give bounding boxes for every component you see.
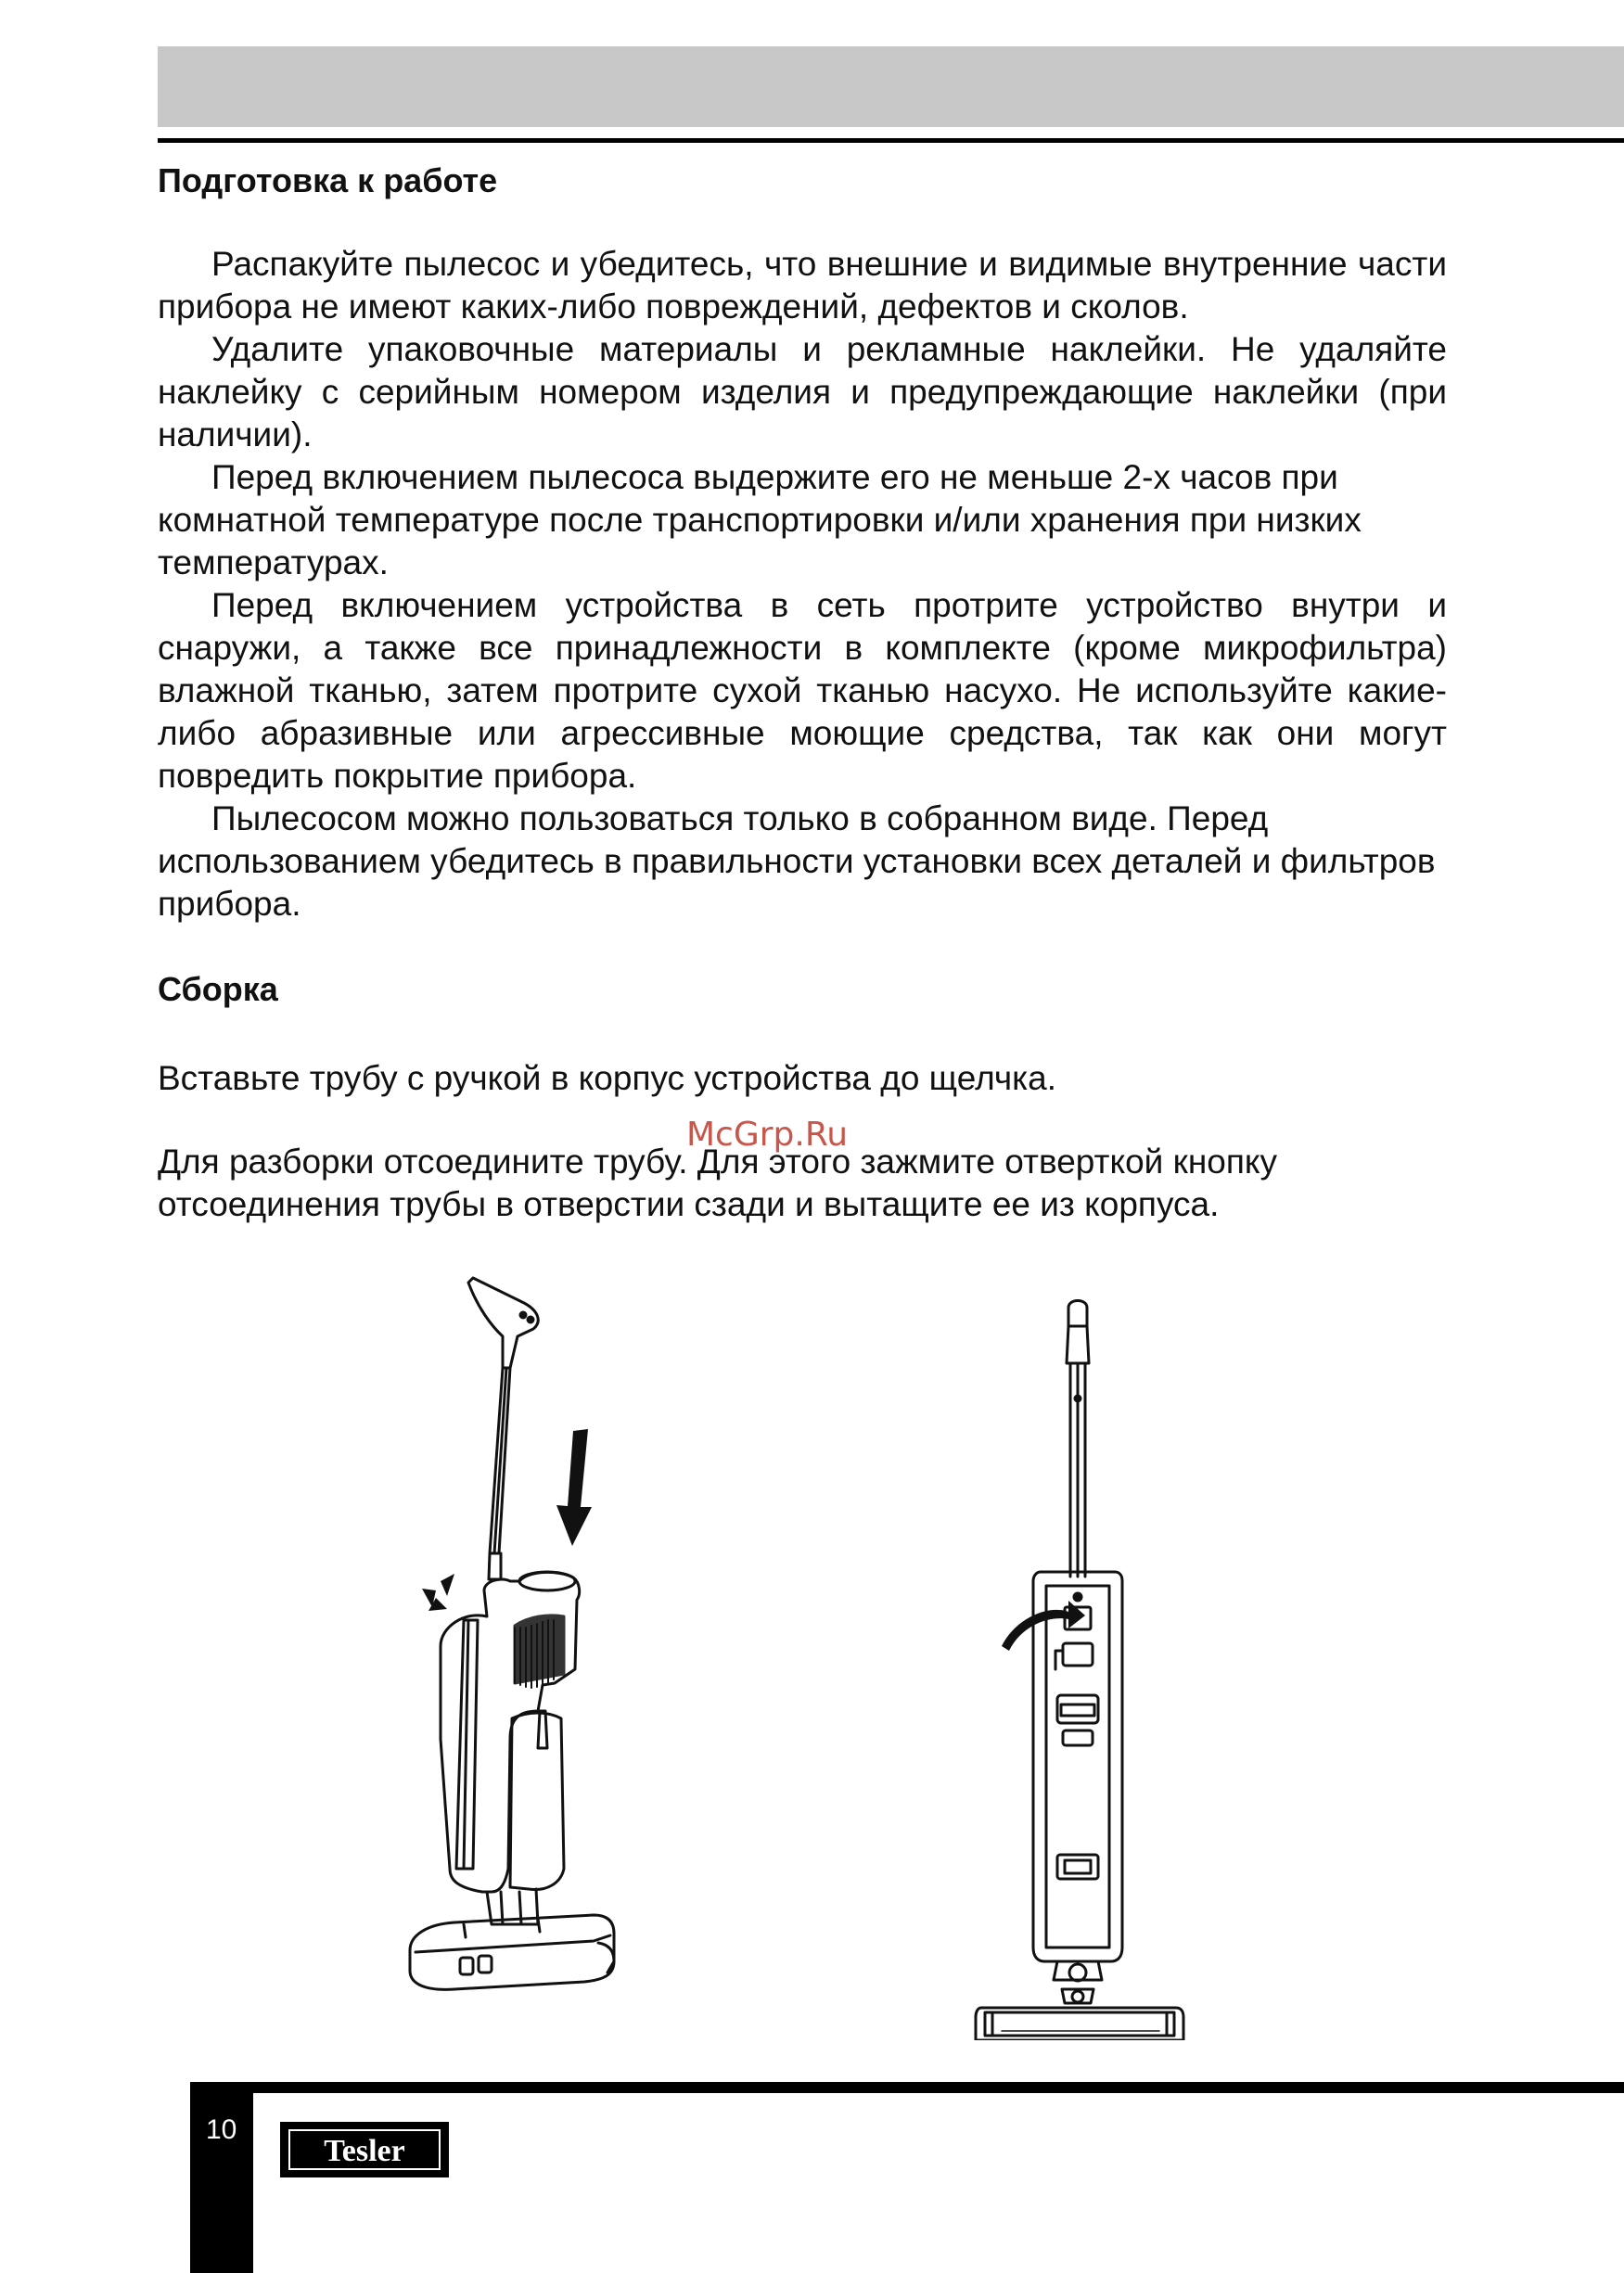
preparation-paragraph: Перед включением пылесоса выдержите его не меньше 2-х часов при комнатной температуре после транспортировки и/или хранения при низких температурах. (158, 458, 1362, 581)
insert-tube-illustration (399, 1275, 640, 2040)
preparation-paragraph: Удалите упаковочные материалы и рекламные наклейки. Не удаляйте наклейку с серийным номером изделия и предупреждающие наклейки (при наличии). (158, 330, 1447, 453)
preparation-text (158, 243, 1447, 926)
footer-rule (190, 2082, 1624, 2093)
assembly-step-insert: Вставьте трубу с ручкой в корпус устройства до щелчка. (158, 1059, 1056, 1097)
page-number: 10 (206, 2114, 237, 2145)
section-heading-preparation: Подготовка к работе (158, 161, 498, 199)
section-heading-assembly: Сборка (158, 970, 278, 1008)
disassemble-tube-illustration (965, 1298, 1187, 2040)
brand-logo (280, 2122, 449, 2177)
footer-column (190, 2082, 253, 2273)
assembly-step-disassemble: Для разборки отсоедините трубу. Для этого зажмите отверткой кнопку отсоединения трубы в отверстии сзади и вытащите ее из корпуса. (158, 1143, 1277, 1223)
header-rule (158, 138, 1624, 143)
preparation-paragraph: Пылесосом можно пользоваться только в собранном виде. Перед использованием убедитесь в правильности установки всех деталей и фильтров прибора. (158, 799, 1436, 923)
watermark: McGrp.Ru (686, 1116, 849, 1154)
svg-text:Tesler: Tesler (324, 2134, 405, 2168)
header-band (158, 46, 1624, 127)
preparation-paragraph: Перед включением устройства в сеть протрите устройство внутри и снаружи, а также все принадлежности в комплекте (кроме микрофильтра) влажной тканью, затем протрите сухой тканью насухо. Не используйте какие-либо абразивные или агрессивные моющие средства, так как они могут повредить покрытие прибора. (158, 586, 1447, 795)
preparation-paragraph: Распакуйте пылесос и убедитесь, что внешние и видимые внутренние части прибора не имеют каких-либо повреждений, дефектов и сколов. (158, 245, 1447, 326)
